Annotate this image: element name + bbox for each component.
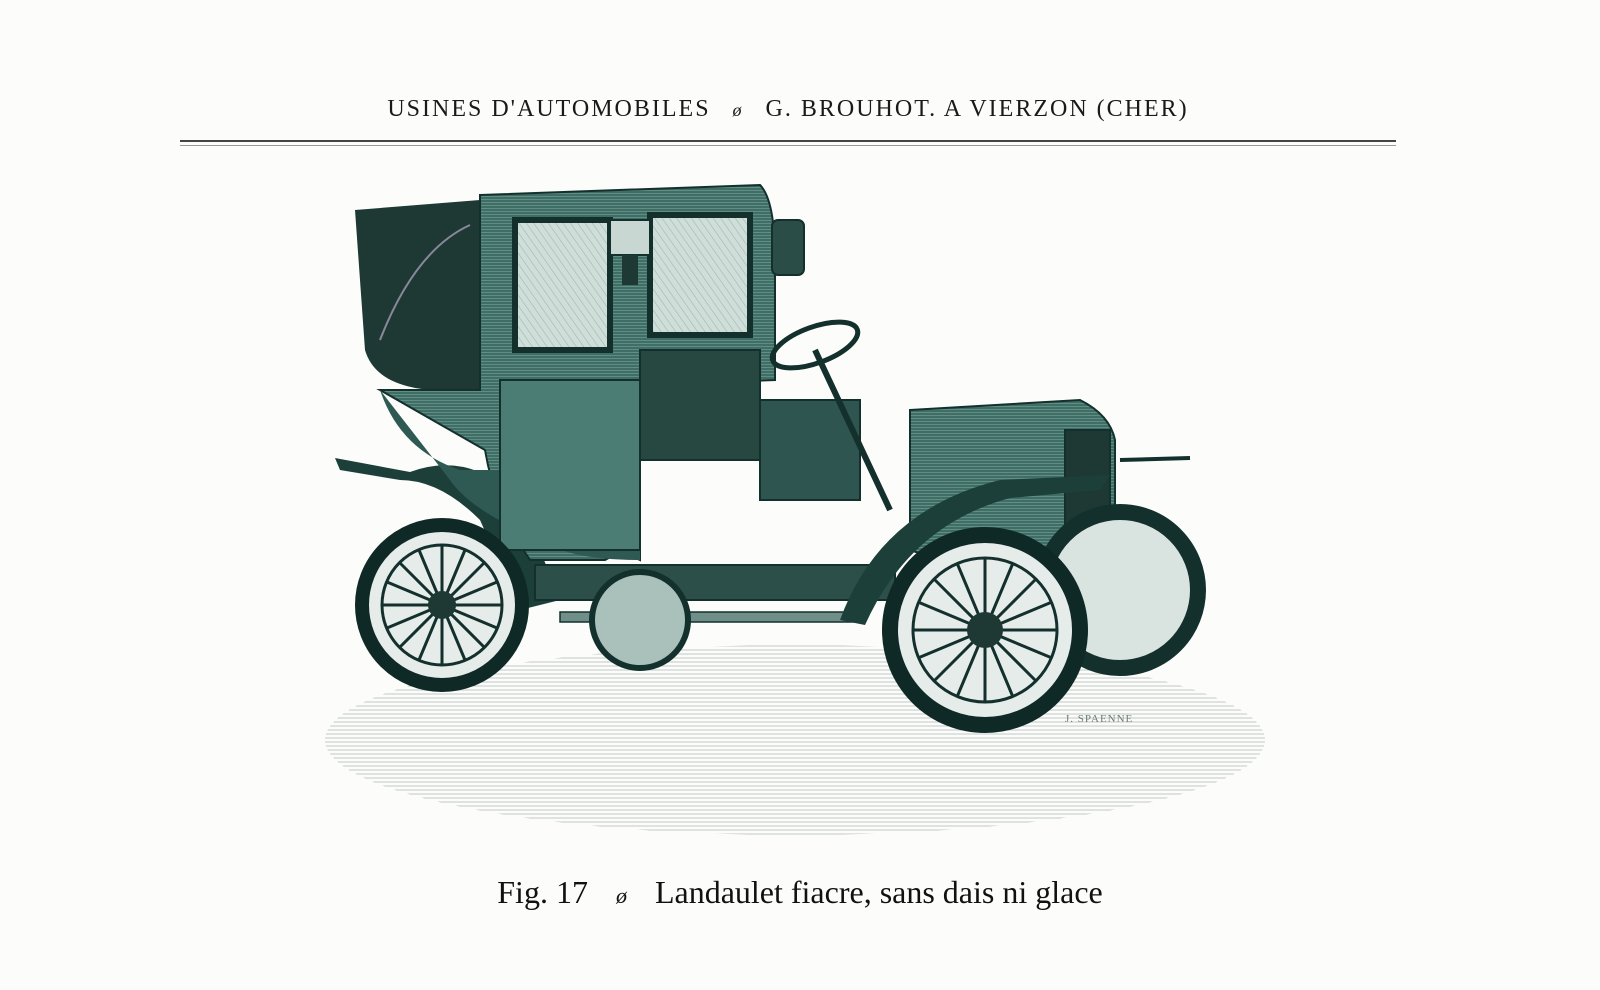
leaf-ornament-icon: ø <box>615 883 627 908</box>
steering-wheel <box>767 313 864 378</box>
rear-far-wheel <box>592 572 688 668</box>
side-window <box>515 220 610 350</box>
chassis <box>535 565 895 600</box>
header-rule-thin <box>180 145 1396 146</box>
figure-title: Landaulet fiacre, sans dais ni glace <box>654 874 1103 910</box>
figure-caption <box>0 874 1600 911</box>
engraver-signature: J. SPAENNE <box>1065 713 1134 725</box>
header-company: USINES D'AUTOMOBILES <box>387 96 711 122</box>
folding-top <box>355 200 488 390</box>
front-wheel <box>890 535 1080 725</box>
front-window <box>650 215 750 335</box>
leaf-ornament-icon: ø <box>732 100 744 120</box>
figure-number: Fig. 17 <box>497 874 588 910</box>
landaulet-illustration <box>320 180 1300 860</box>
page-header <box>180 96 1396 123</box>
side-lantern <box>772 220 804 275</box>
rear-wheel <box>362 525 522 685</box>
header-rule <box>180 140 1396 142</box>
front-rack <box>1120 458 1190 460</box>
driver-seat <box>640 350 760 460</box>
header-location: G. BROUHOT. A VIERZON (CHER) <box>765 96 1189 122</box>
pillar-lamp-stem <box>622 255 638 285</box>
pillar-lamp <box>610 220 650 255</box>
cab-door <box>500 380 640 550</box>
